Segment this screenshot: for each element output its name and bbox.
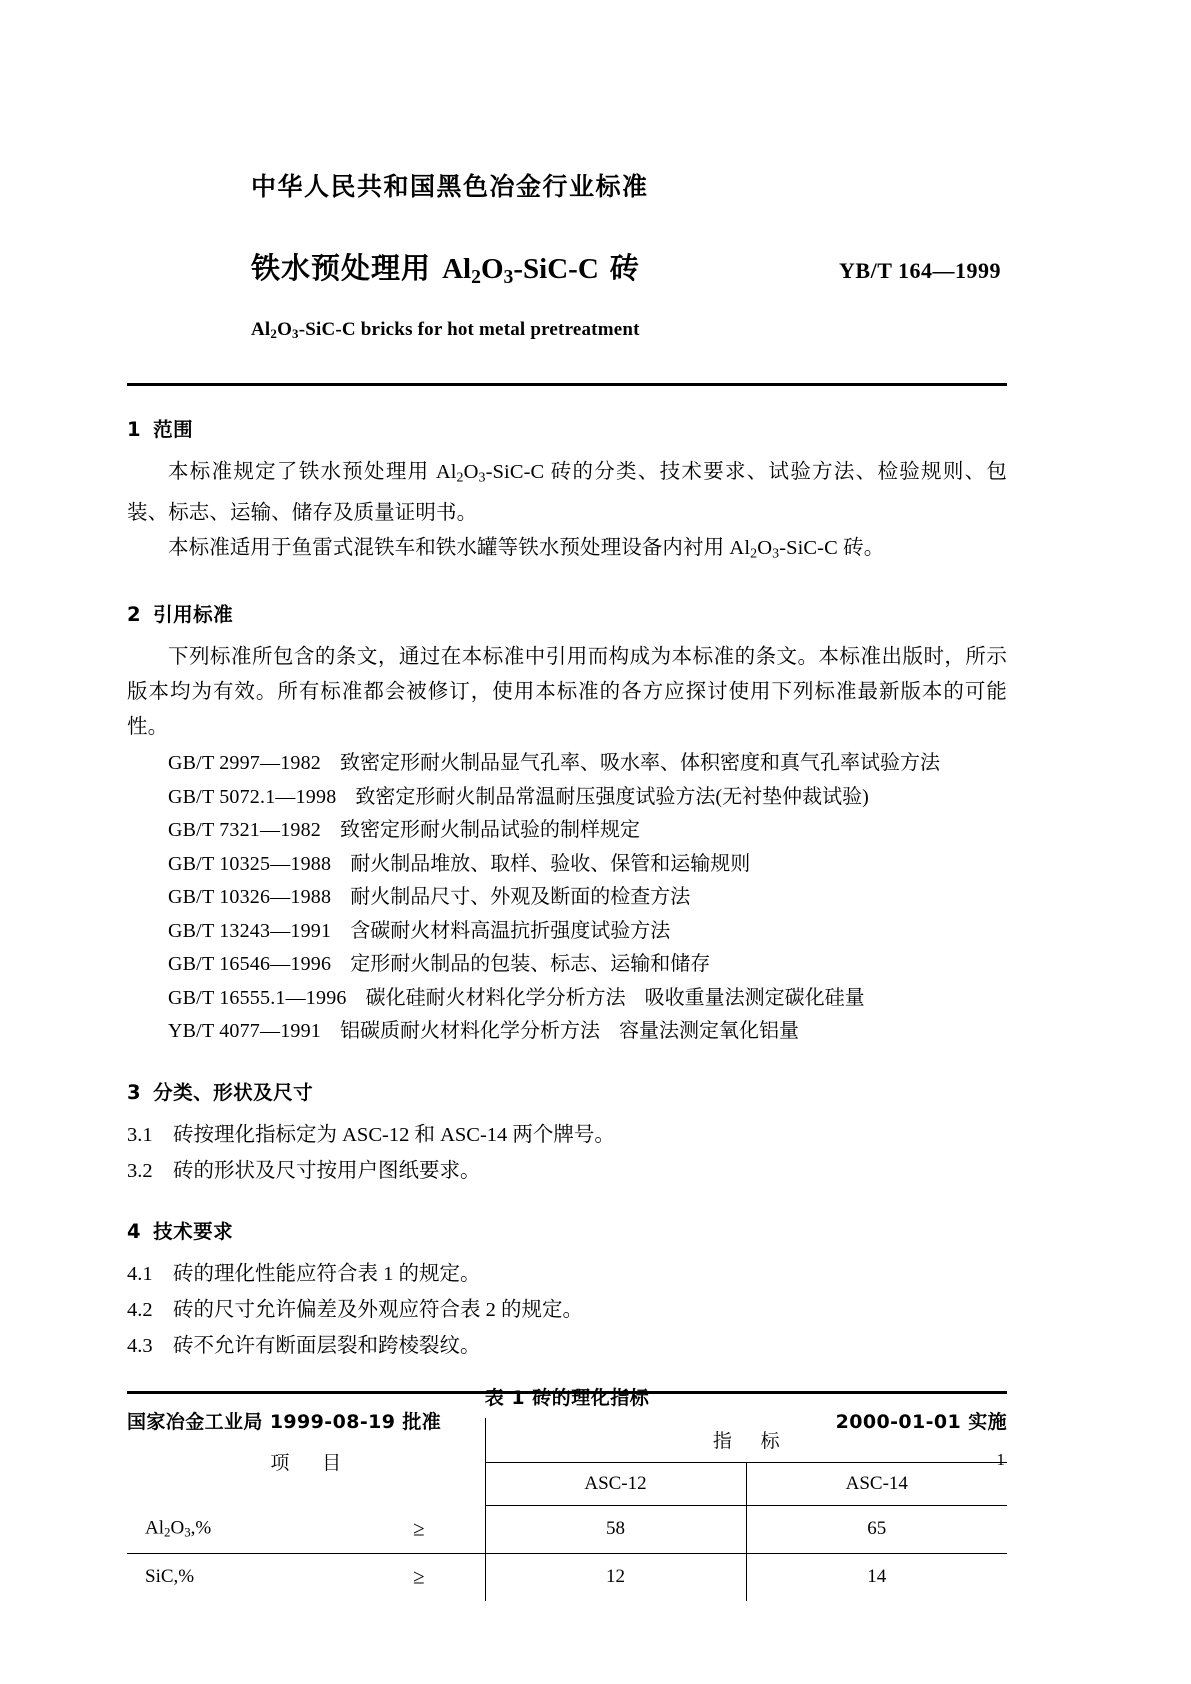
page-content: [127, 0, 1007, 1601]
reference-item: [127, 982, 1007, 1016]
table-item-name: SiC,%: [145, 1566, 195, 1588]
table-cell-asc12-sic: 12: [485, 1553, 746, 1601]
clause-number: 4.3: [127, 1334, 153, 1357]
footer-approval: 国家冶金工业局 1999-08-19 批准: [127, 1411, 442, 1433]
table-item-name: $Al_2O_3,\%$: [145, 1517, 212, 1540]
issuing-organization: 中华人民共和国黑色冶金行业标准: [251, 172, 649, 201]
clause-3-2: [127, 1154, 1007, 1188]
clause-text: 砖的形状及尺寸按用户图纸要求。: [173, 1159, 481, 1182]
title-formula: [442, 253, 599, 288]
clause-4-2: [127, 1293, 1007, 1327]
reference-description: 耐火制品尺寸、外观及断面的检查方法: [350, 886, 691, 909]
section-2-paragraph-1: 下列标准所包含的条文，通过在本标准中引用而构成为本标准的条文。本标准出版时，所示版本均为有效。所有标准都会被修订，使用本标准的各方应探讨使用下列标准最新版本的可能性。: [127, 646, 1007, 739]
reference-description: 致密定形耐火制品试验的制样规定: [340, 819, 640, 842]
reference-code: GB/T 10326—1988: [168, 886, 332, 909]
reference-code: YB/T 4077—1991: [168, 1020, 321, 1043]
clause-text: 砖不允许有断面层裂和跨棱裂纹。: [173, 1334, 481, 1357]
reference-item: [127, 848, 1007, 882]
section-heading-3: [127, 1077, 1007, 1105]
table-row: [127, 1553, 1007, 1601]
table-cell-asc12-al2o3: 58: [485, 1505, 746, 1553]
formula-al: Al: [442, 253, 472, 285]
reference-description: 含碳耐火材料高温抗折强度试验方法: [350, 919, 671, 942]
table-header-item-label: 项 目: [270, 1452, 356, 1474]
formula-sub-3: 3: [503, 265, 514, 288]
table-header-index-label: 指 标: [712, 1431, 792, 1453]
formula-sub-2: 2: [471, 265, 481, 288]
clause-4-1: [127, 1257, 1007, 1291]
reference-item: [127, 814, 1007, 848]
section-title-3: 分类、形状及尺寸: [153, 1080, 314, 1104]
clause-number: 4.1: [127, 1262, 153, 1285]
reference-item: [127, 781, 1007, 815]
footer-implementation: 2000-01-01 实施: [835, 1411, 1007, 1433]
table-row: [127, 1505, 1007, 1553]
section-title-4: 技术要求: [153, 1219, 234, 1243]
title-row: [127, 246, 1007, 289]
masthead: [127, 0, 1007, 342]
reference-item: [127, 915, 1007, 949]
table-1-caption: 表 1 砖的理化指标: [484, 1386, 650, 1409]
reference-code: GB/T 2997—1982: [168, 752, 321, 775]
section-heading-4: [127, 1216, 1007, 1244]
table-header-grade-asc12: ASC-12: [485, 1462, 746, 1505]
formula-sicc: -SiC-C: [513, 253, 599, 285]
reference-description: 定形耐火制品的包装、标志、运输和储存: [350, 953, 711, 976]
footer-row: [127, 1407, 1007, 1434]
section-heading-2: [127, 599, 1007, 627]
table-item-symbol: ≥: [412, 1564, 425, 1589]
page-footer: [127, 1391, 1007, 1470]
clause-4-3: [127, 1329, 1007, 1363]
section-number-2: 2: [127, 603, 142, 627]
section-heading-1: [127, 414, 1007, 442]
reference-description: 致密定形耐火制品显气孔率、吸水率、体积密度和真气孔率试验方法: [340, 752, 940, 775]
reference-code: GB/T 10325—1988: [168, 852, 332, 875]
section-number-1: 1: [127, 418, 142, 442]
document-title-chinese: [251, 246, 640, 289]
reference-description-secondary: 吸收重量法测定碳化硅量: [644, 986, 865, 1009]
clause-3-1: [127, 1118, 1007, 1152]
title-prefix: 铁水预处理用: [251, 251, 443, 285]
table-item-symbol: ≥: [412, 1516, 425, 1541]
normative-references-list: [127, 747, 1007, 1049]
reference-code: GB/T 7321—1982: [168, 819, 321, 842]
section-title-2: 引用标准: [153, 603, 234, 627]
clause-number: 3.1: [127, 1123, 153, 1146]
formula-o: O: [480, 253, 504, 285]
section-title-1: 范围: [153, 418, 194, 442]
clause-text: 砖的尺寸允许偏差及外观应符合表 2 的规定。: [173, 1298, 583, 1321]
reference-item: [127, 1015, 1007, 1049]
table-cell-item-sic: [127, 1553, 485, 1601]
page-number: 1: [996, 1450, 1005, 1469]
document-title-english: $Al_2O_3-SiC-C$ bricks for hot metal pretreatment: [251, 318, 640, 342]
table-cell-item-al2o3: [127, 1505, 485, 1553]
standard-number: YB/T 164—1999: [839, 258, 1001, 283]
table-cell-asc14-al2o3: 65: [746, 1505, 1007, 1553]
reference-item: [127, 881, 1007, 915]
reference-description: 耐火制品堆放、取样、验收、保管和运输规则: [350, 852, 751, 875]
reference-description: 致密定形耐火制品常温耐压强度试验方法(无衬垫仲裁试验): [355, 785, 869, 808]
section-number-4: 4: [127, 1219, 142, 1243]
reference-description-secondary: 容量法测定氧化铝量: [619, 1020, 799, 1043]
table-header-grade-asc14: ASC-14: [746, 1462, 1007, 1505]
clause-number: 4.2: [127, 1298, 153, 1321]
footer-divider: [127, 1391, 1007, 1394]
section-number-3: 3: [127, 1080, 142, 1104]
section-1-paragraph-2: 本标准适用于鱼雷式混铁车和铁水罐等铁水预处理设备内衬用 $Al_2O_3-SiC-C$ 砖。: [168, 536, 885, 562]
clause-number: 3.2: [127, 1159, 153, 1182]
reference-code: GB/T 16555.1—1996: [168, 986, 347, 1009]
clause-text: 砖的理化性能应符合表 1 的规定。: [173, 1262, 481, 1285]
reference-code: GB/T 13243—1991: [168, 919, 332, 942]
section-1-paragraph-1: 本标准规定了铁水预处理用 $Al_2O_3-SiC-C$ 砖的分类、技术要求、试验方法、检验规则、包装、标志、运输、储存及质量证明书。: [127, 461, 1007, 524]
table-cell-asc14-sic: 14: [746, 1553, 1007, 1601]
reference-item: [127, 948, 1007, 982]
reference-code: GB/T 5072.1—1998: [168, 785, 337, 808]
clause-text: 砖按理化指标定为 ASC-12 和 ASC-14 两个牌号。: [173, 1123, 615, 1146]
reference-code: GB/T 16546—1996: [168, 953, 332, 976]
reference-description: 铝碳质耐火材料化学分析方法: [340, 1020, 600, 1043]
reference-item: [127, 747, 1007, 781]
reference-description: 碳化硅耐火材料化学分析方法: [365, 986, 626, 1009]
title-suffix: 砖: [598, 251, 640, 285]
header-divider: [127, 383, 1007, 386]
